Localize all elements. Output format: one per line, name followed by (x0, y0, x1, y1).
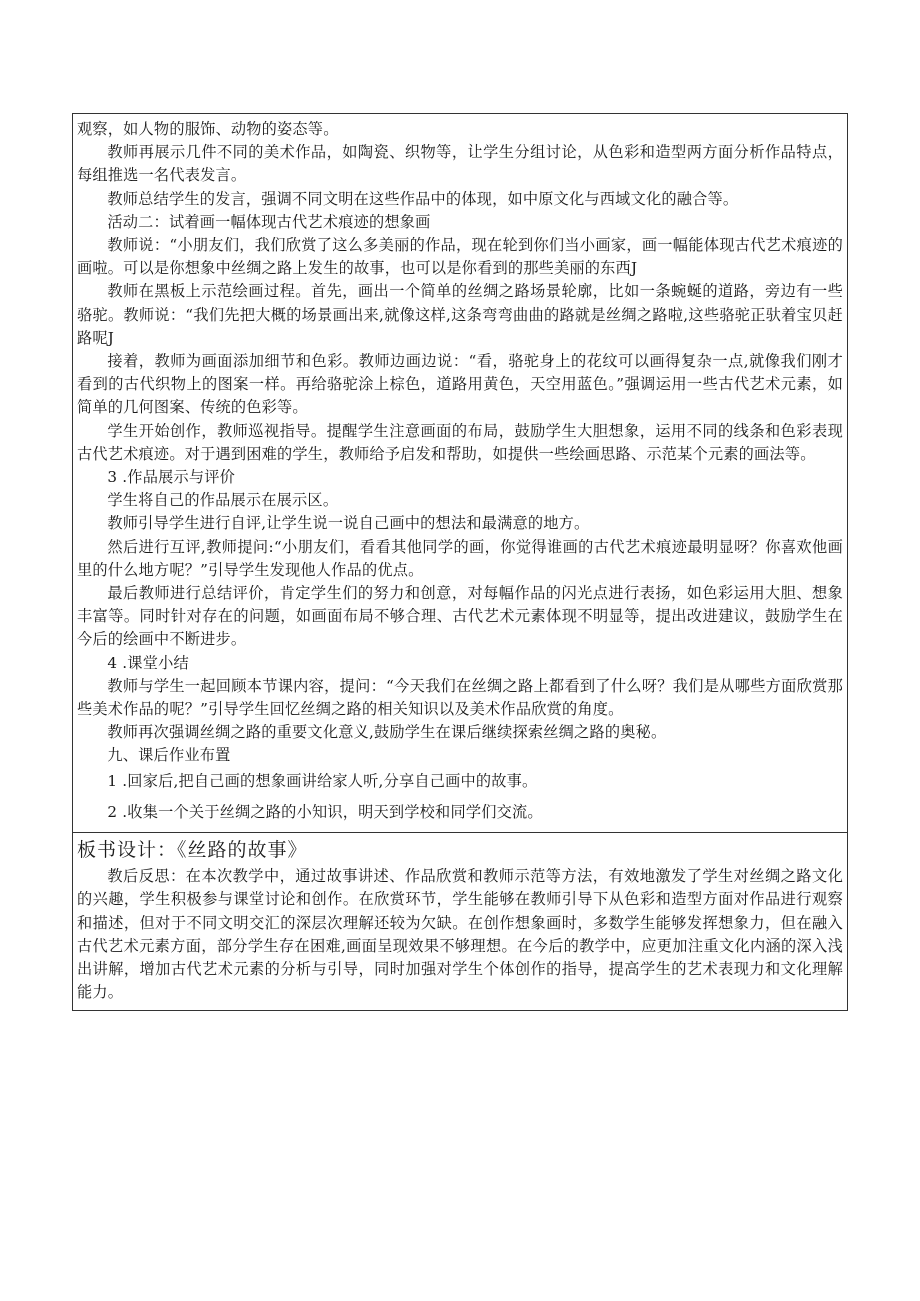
activity-heading: 活动二：试着画一幅体现古代艺术痕迹的想象画 (107, 212, 431, 231)
paragraph: 教师总结学生的发言，强调不同文明在这些作品中的体现，如中原文化与西域文化的融合等。 (107, 189, 739, 208)
homework-item: 1 .回家后,把自己画的想象画讲给家人听,分享自己画中的故事。 (107, 771, 538, 790)
paragraph: 教师说：“小朋友们，我们欣赏了这么多美丽的作品，现在轮到你们当小画家，画一幅能体现古代艺术痕迹的画啦。可以是你想象中丝绸之路上发生的故事，也可以是你看到的那些美丽的东西J (77, 236, 843, 278)
paragraph: 最后教师进行总结评价，肯定学生们的努力和创意，对每幅作品的闪光点进行表扬，如色彩运用大胆、想象丰富等。同时针对存在的问题，如画面布局不够合理、古代艺术元素体现不明显等，提出改进建议，鼓励学生在今后的绘画中不断进步。 (77, 584, 843, 649)
lesson-plan-table (72, 113, 848, 1011)
section-heading: 4 .课堂小结 (107, 653, 189, 672)
paragraph: 教师引导学生进行自评,让学生说一说自己画中的想法和最满意的地方。 (107, 514, 590, 533)
reflection-paragraph: 教后反思：在本次教学中，通过故事讲述、作品欣赏和教师示范等方法，有效地激发了学生对丝绸之路文化的兴趣，学生积极参与课堂讨论和创作。在欣赏环节，学生能够在教师引导下从色彩和造型方面对作品进行观察和描述，但对于不同文明交汇的深层次理解还较为欠缺。在创作想象画时，多数学生能够发挥想象力，但在融入古代艺术元素方面，部分学生存在困难,画面呈现效果不够理想。在今后的教学中，应更加注重文化内涵的深入浅出讲解，增加古代艺术元素的分析与引导，同时加强对学生个体创作的指导，提高学生的艺术表现力和文化理解能力。 (77, 867, 843, 1002)
teaching-process-cell (73, 114, 847, 833)
paragraph: 学生将自己的作品展示在展示区。 (107, 491, 339, 510)
paragraph: 接着，教师为画面添加细节和色彩。教师边画边说：“看，骆驼身上的花纹可以画得复杂一点,就像我们刚才看到的古代织物上的图案一样。再给骆驼涂上棕色，道路用黄色，天空用蓝色。”强调运用一些古代艺术元素，如简单的几何图案、传统的色彩等。 (77, 352, 843, 417)
section-heading: 九、课后作业布置 (107, 746, 231, 765)
paragraph: 教师再次强调丝绸之路的重要文化意义,鼓励学生在课后继续探索丝绸之路的奥秘。 (107, 723, 667, 742)
section-heading: 3 .作品展示与评价 (107, 468, 236, 487)
paragraph: 观察，如人物的服饰、动物的姿态等。 (77, 120, 339, 138)
board-and-reflection-cell (73, 835, 847, 1010)
board-design-title: 板书设计：《丝路的故事》 (77, 839, 308, 862)
paragraph: 教师在黑板上示范绘画过程。首先，画出一个简单的丝绸之路场景轮廓，比如一条蜿蜒的道路，旁边有一些骆驼。教师说：“我们先把大概的场景画出来,就像这样,这条弯弯曲曲的路就是丝绸之路啦,这些骆驼正驮着宝贝赶路呢J (77, 282, 843, 347)
paragraph: 然后进行互评,教师提问:“小朋友们，看看其他同学的画，你觉得谁画的古代艺术痕迹最明显呀？你喜欢他画里的什么地方呢？”引导学生发现他人作品的优点。 (77, 537, 843, 579)
homework-item: 2 .收集一个关于丝绸之路的小知识，明天到学校和同学们交流。 (107, 802, 543, 821)
paragraph: 学生开始创作，教师巡视指导。提醒学生注意画面的布局，鼓励学生大胆想象，运用不同的线条和色彩表现古代艺术痕迹。对于遇到困难的学生，教师给予启发和帮助，如提供一些绘画思路、示范某个元素的画法等。 (77, 421, 843, 463)
paragraph: 教师与学生一起回顾本节课内容，提问：“今天我们在丝绸之路上都看到了什么呀？我们是从哪些方面欣赏那些美术作品的呢？”引导学生回忆丝绸之路的相关知识以及美术作品欣赏的角度。 (77, 676, 843, 719)
paragraph: 教师再展示几件不同的美术作品，如陶瓷、织物等，让学生分组讨论，从色彩和造型两方面分析作品特点，每组推选一名代表发言。 (77, 143, 843, 185)
